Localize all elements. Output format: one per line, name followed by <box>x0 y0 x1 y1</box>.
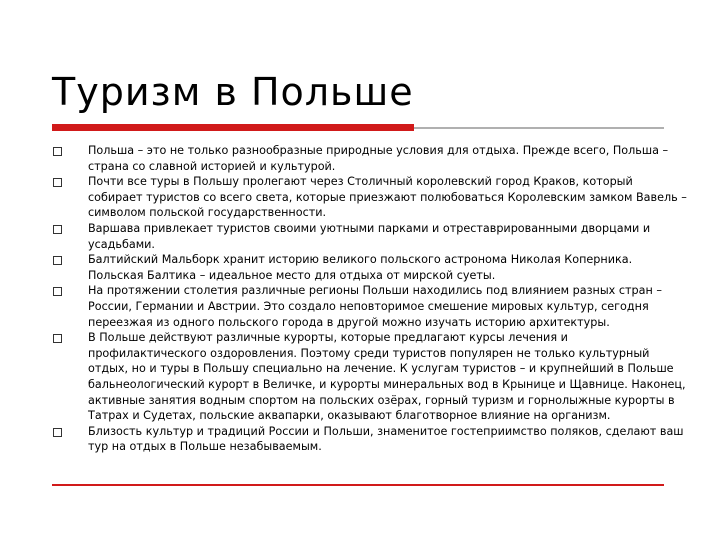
list-item <box>50 252 690 283</box>
title-underline-red <box>52 124 414 131</box>
list-item-text: На протяжении столетия различные регионы Польши находились под влиянием разных стран – России, Германии и Австрии. Это создало неповторимое смешение мировых культур, сегодня переезжая из одного польского города в другой можно изучать историю архитектуры. <box>88 284 662 329</box>
list-item <box>50 330 690 424</box>
square-bullet-icon <box>53 225 62 234</box>
list-item <box>50 221 690 252</box>
list-item <box>50 174 690 221</box>
square-bullet-icon <box>53 147 62 156</box>
list-item <box>50 283 690 330</box>
list-item-text: Балтийский Мальборк хранит историю великого польского астронома Николая Коперника. Польская Балтика – идеальное место для отдыха от мирской суеты. <box>88 253 633 282</box>
list-item-text: Близость культур и традиций России и Польши, знаменитое гостеприимство поляков, сделают ваш тур на отдых в Польше незабываемым. <box>88 424 684 454</box>
square-bullet-icon <box>53 287 62 296</box>
slide-title: Туризм в Польше <box>52 70 414 114</box>
square-bullet-icon <box>53 178 62 187</box>
list-item <box>50 143 690 174</box>
bottom-rule <box>52 484 664 486</box>
list-item <box>50 424 690 455</box>
list-item-text: Варшава привлекает туристов своими уютными парками и отреставрированными дворцами и усадьбами. <box>88 221 651 251</box>
bullet-list <box>50 143 690 455</box>
list-item-text: Почти все туры в Польшу пролегают через Столичный королевский город Краков, который собирает туристов со всего света, которые приезжают полюбоваться Королевским замком Вавель – символом польской государственности. <box>88 175 687 220</box>
list-item-text: Польша – это не только разнообразные природные условия для отдыха. Прежде всего, Польша – страна со славной историей и культурой. <box>88 144 669 173</box>
square-bullet-icon <box>53 256 62 265</box>
list-item-text: В Польше действуют различные курорты, которые предлагают курсы лечения и профилактического оздоровления. Поэтому среди туристов популярен не только культурный отдых, но и туры в Польшу специально на лечение. К услугам туристов – и крупнейший в Польше бальнеологический курорт в Величке, и курорты минеральных вод в Крынице и Щавнице. Наконец, активные занятия водным спортом на польских озёрах, горный туризм и горнолыжные курорты в Татрах и Судетах, польские аквапарки, оказывают благотворное влияние на организм. <box>88 331 686 423</box>
square-bullet-icon <box>53 428 62 437</box>
square-bullet-icon <box>53 334 62 343</box>
